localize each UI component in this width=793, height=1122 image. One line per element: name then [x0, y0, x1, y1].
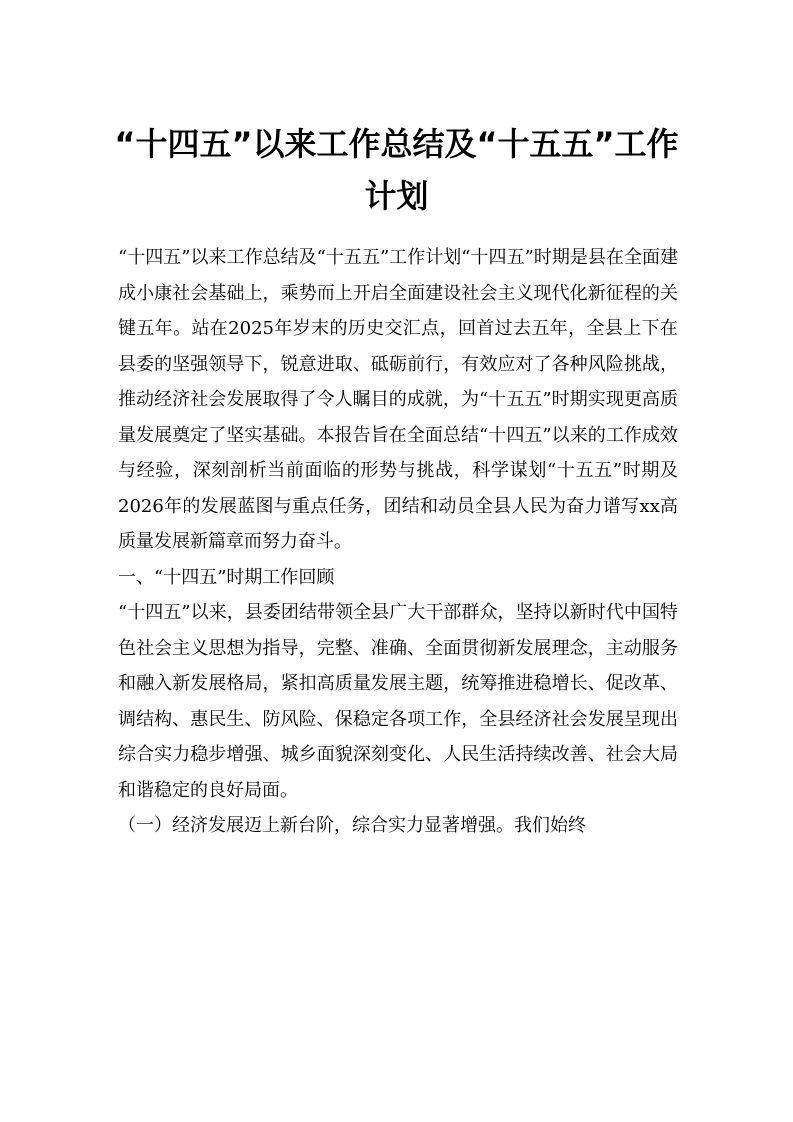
document-body: [118, 240, 678, 844]
document-title: “十四五”以来工作总结及“十五五”工作计划: [114, 125, 679, 215]
review-paragraph: “十四五”以来，县委团结带领全县广大干部群众，坚持以新时代中国特色社会主义思想为指导，完整、准确、全面贯彻新发展理念，主动服务和融入新发展格局，紧扣高质量发展主题，统筹推进稳增长、促改革、调结构、惠民生、防风险、保稳定各项工作，全县经济社会发展呈现出综合实力稳步增强、城乡面貌深刻变化、人民生活持续改善、社会大局和谐稳定的良好局面。: [118, 602, 678, 801]
intro-paragraph: “十四五”以来工作总结及“十五五”工作计划“十四五”时期是县在全面建成小康社会基础上，乘势而上开启全面建设社会主义现代化新征程的关键五年。站在2025年岁末的历史交汇点，回首过去五年，全县上下在县委的坚强领导下，锐意进取、砥砺前行，有效应对了各种风险挑战，推动经济社会发展取得了令人瞩目的成就，为“十五五”时期实现更高质量发展奠定了坚实基础。本报告旨在全面总结“十四五”以来的工作成效与经验，深刻剖析当前面临的形势与挑战，科学谋划“十五五”时期及2026年的发展蓝图与重点任务，团结和动员全县人民为奋力谱写xx高质量发展新篇章而努力奋斗。: [118, 247, 678, 552]
section-heading-review: 一、“十四五”时期工作回顾: [118, 566, 335, 588]
subsection-economy-paragraph: （一）经济发展迈上新台阶，综合实力显著增强。我们始终: [118, 815, 586, 836]
